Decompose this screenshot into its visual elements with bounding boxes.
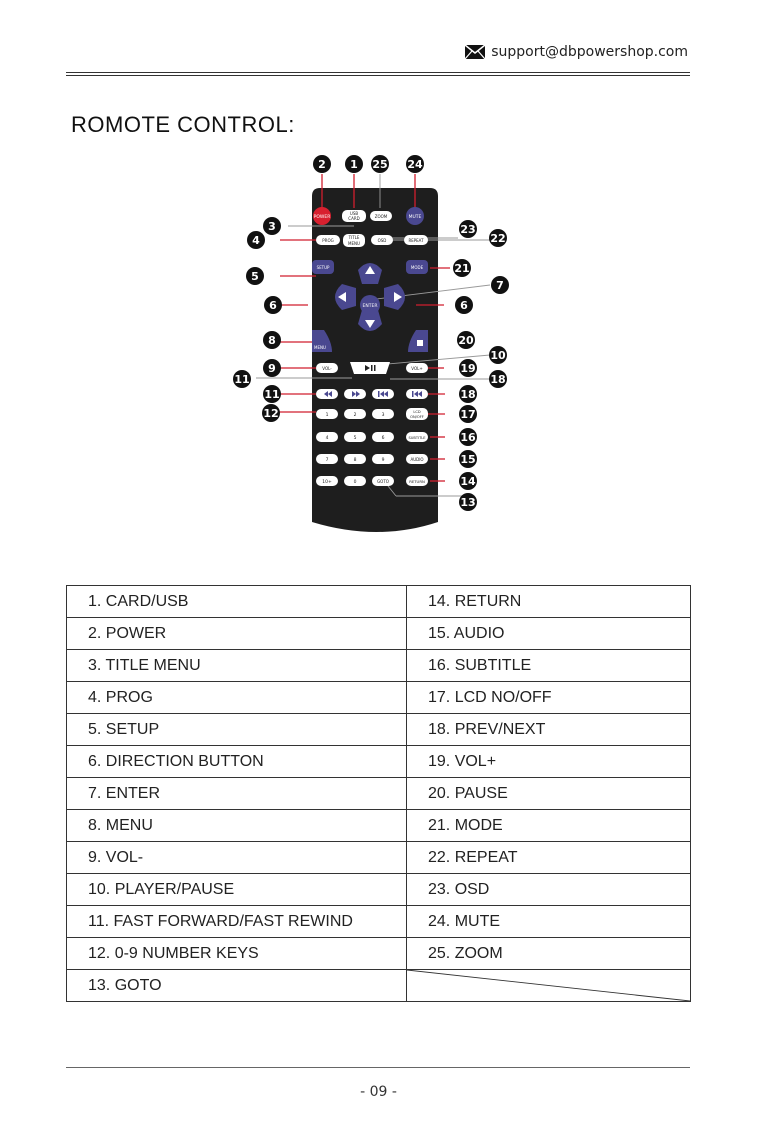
table-cell: 24. MUTE xyxy=(407,906,691,938)
table-cell xyxy=(407,970,691,1002)
callout-20: 20 xyxy=(458,334,474,347)
table-cell: 17. LCD NO/OFF xyxy=(407,682,691,714)
callout-10: 10 xyxy=(490,349,506,362)
key-6-label: 6 xyxy=(381,436,385,441)
table-row xyxy=(67,906,691,938)
table-cell: 10. PLAYER/PAUSE xyxy=(67,874,407,906)
power-label: POWER xyxy=(313,215,331,220)
audio-label: AUDIO xyxy=(410,457,424,462)
button-legend-table xyxy=(66,585,691,1002)
table-cell: 19. VOL+ xyxy=(407,746,691,778)
zoom-label: ZOOM xyxy=(374,214,388,219)
mute-label: MUTE xyxy=(408,215,422,220)
osd-label: OSD xyxy=(377,238,387,243)
table-row xyxy=(67,650,691,682)
key-4-label: 4 xyxy=(325,436,329,441)
remote-svg xyxy=(228,150,518,540)
callout-14: 14 xyxy=(460,475,476,488)
key-5-label: 5 xyxy=(353,436,357,441)
callout-8: 8 xyxy=(268,334,276,347)
table-row xyxy=(67,682,691,714)
page-header xyxy=(66,38,690,73)
table-row xyxy=(67,842,691,874)
callout-17: 17 xyxy=(460,408,476,421)
table-cell: 4. PROG xyxy=(67,682,407,714)
callout-15: 15 xyxy=(460,453,476,466)
empty-cell-slash xyxy=(407,970,690,1001)
return-label: RETURN xyxy=(409,479,425,484)
table-cell: 12. 0-9 NUMBER KEYS xyxy=(67,938,407,970)
callout-18-bottom: 18 xyxy=(460,388,476,401)
callout-2: 2 xyxy=(318,158,326,171)
key-3-label: 3 xyxy=(381,413,385,418)
title-label: TITLE xyxy=(348,235,360,240)
table-row xyxy=(67,938,691,970)
key-7-label: 7 xyxy=(325,458,329,463)
table-row xyxy=(67,778,691,810)
callout-1: 1 xyxy=(350,158,358,171)
callout-12: 12 xyxy=(263,407,279,420)
callout-4: 4 xyxy=(252,234,260,247)
callout-11-bottom: 11 xyxy=(264,388,280,401)
mode-label: MODE xyxy=(410,265,424,270)
remote-diagram xyxy=(228,150,518,540)
setup-label: SETUP xyxy=(316,265,330,270)
callout-18-top: 18 xyxy=(490,373,506,386)
menu-sub-label: MENU xyxy=(348,241,360,246)
key-9-label: 9 xyxy=(381,458,385,463)
table-cell: 7. ENTER xyxy=(67,778,407,810)
stop-icon xyxy=(417,340,423,346)
callout-7: 7 xyxy=(496,279,504,292)
table-row xyxy=(67,970,691,1002)
table-cell: 20. PAUSE xyxy=(407,778,691,810)
key-8-label: 8 xyxy=(353,458,357,463)
table-cell: 5. SETUP xyxy=(67,714,407,746)
table-cell: 21. MODE xyxy=(407,810,691,842)
table-row xyxy=(67,586,691,618)
callout-5: 5 xyxy=(251,270,259,283)
usb-label: USB xyxy=(349,211,359,216)
prog-label: PROG xyxy=(322,238,334,243)
table-cell: 11. FAST FORWARD/FAST REWIND xyxy=(67,906,407,938)
table-cell: 6. DIRECTION BUTTON xyxy=(67,746,407,778)
on-off-label: ON/OFF xyxy=(410,415,424,419)
page-title: ROMOTE CONTROL: xyxy=(71,112,295,137)
repeat-label: REPEAT xyxy=(408,238,424,243)
callout-23: 23 xyxy=(460,223,476,236)
table-cell: 3. TITLE MENU xyxy=(67,650,407,682)
callout-6-left: 6 xyxy=(269,299,277,312)
email-text: support@dbpowershop.com xyxy=(491,44,688,60)
table-cell: 9. VOL- xyxy=(67,842,407,874)
table-cell: 25. ZOOM xyxy=(407,938,691,970)
menu-label: MENU xyxy=(314,345,326,350)
envelope-icon xyxy=(465,45,485,59)
callout-9: 9 xyxy=(268,362,276,375)
table-cell: 2. POWER xyxy=(67,618,407,650)
card-label: CARD xyxy=(348,216,360,221)
vol-plus-label: VOL+ xyxy=(411,366,423,371)
callout-22: 22 xyxy=(490,232,506,245)
callout-25: 25 xyxy=(372,158,388,171)
key-1-label: 1 xyxy=(325,413,329,418)
table-cell: 16. SUBTITLE xyxy=(407,650,691,682)
table-cell: 18. PREV/NEXT xyxy=(407,714,691,746)
table-row xyxy=(67,714,691,746)
support-email[interactable] xyxy=(465,44,688,60)
key-10-label: 10+ xyxy=(322,480,332,485)
key-0-label: 0 xyxy=(353,480,357,485)
lcd-label: LCD xyxy=(413,410,421,414)
callout-11-top: 11 xyxy=(234,373,250,386)
table-row xyxy=(67,746,691,778)
table-row xyxy=(67,874,691,906)
table-row xyxy=(67,618,691,650)
callout-13: 13 xyxy=(460,496,476,509)
callout-3: 3 xyxy=(268,220,276,233)
enter-label: ENTER xyxy=(362,304,378,309)
table-cell: 8. MENU xyxy=(67,810,407,842)
table-cell: 22. REPEAT xyxy=(407,842,691,874)
table-cell: 13. GOTO xyxy=(67,970,407,1002)
table-cell: 23. OSD xyxy=(407,874,691,906)
table-row xyxy=(67,810,691,842)
table-cell: 1. CARD/USB xyxy=(67,586,407,618)
key-2-label: 2 xyxy=(353,413,357,418)
page-number: - 09 - xyxy=(360,1084,397,1100)
vol-minus-label: VOL- xyxy=(322,366,332,371)
callout-21: 21 xyxy=(454,262,470,275)
table-cell: 14. RETURN xyxy=(407,586,691,618)
callout-19: 19 xyxy=(460,362,476,375)
callout-6-right: 6 xyxy=(460,299,468,312)
goto-label: GOTO xyxy=(377,479,389,484)
subtitle-label: SUBTITLE xyxy=(408,436,426,440)
table-cell: 15. AUDIO xyxy=(407,618,691,650)
callout-16: 16 xyxy=(460,431,476,444)
page-footer-rule xyxy=(66,1067,690,1068)
callout-24: 24 xyxy=(407,158,423,171)
